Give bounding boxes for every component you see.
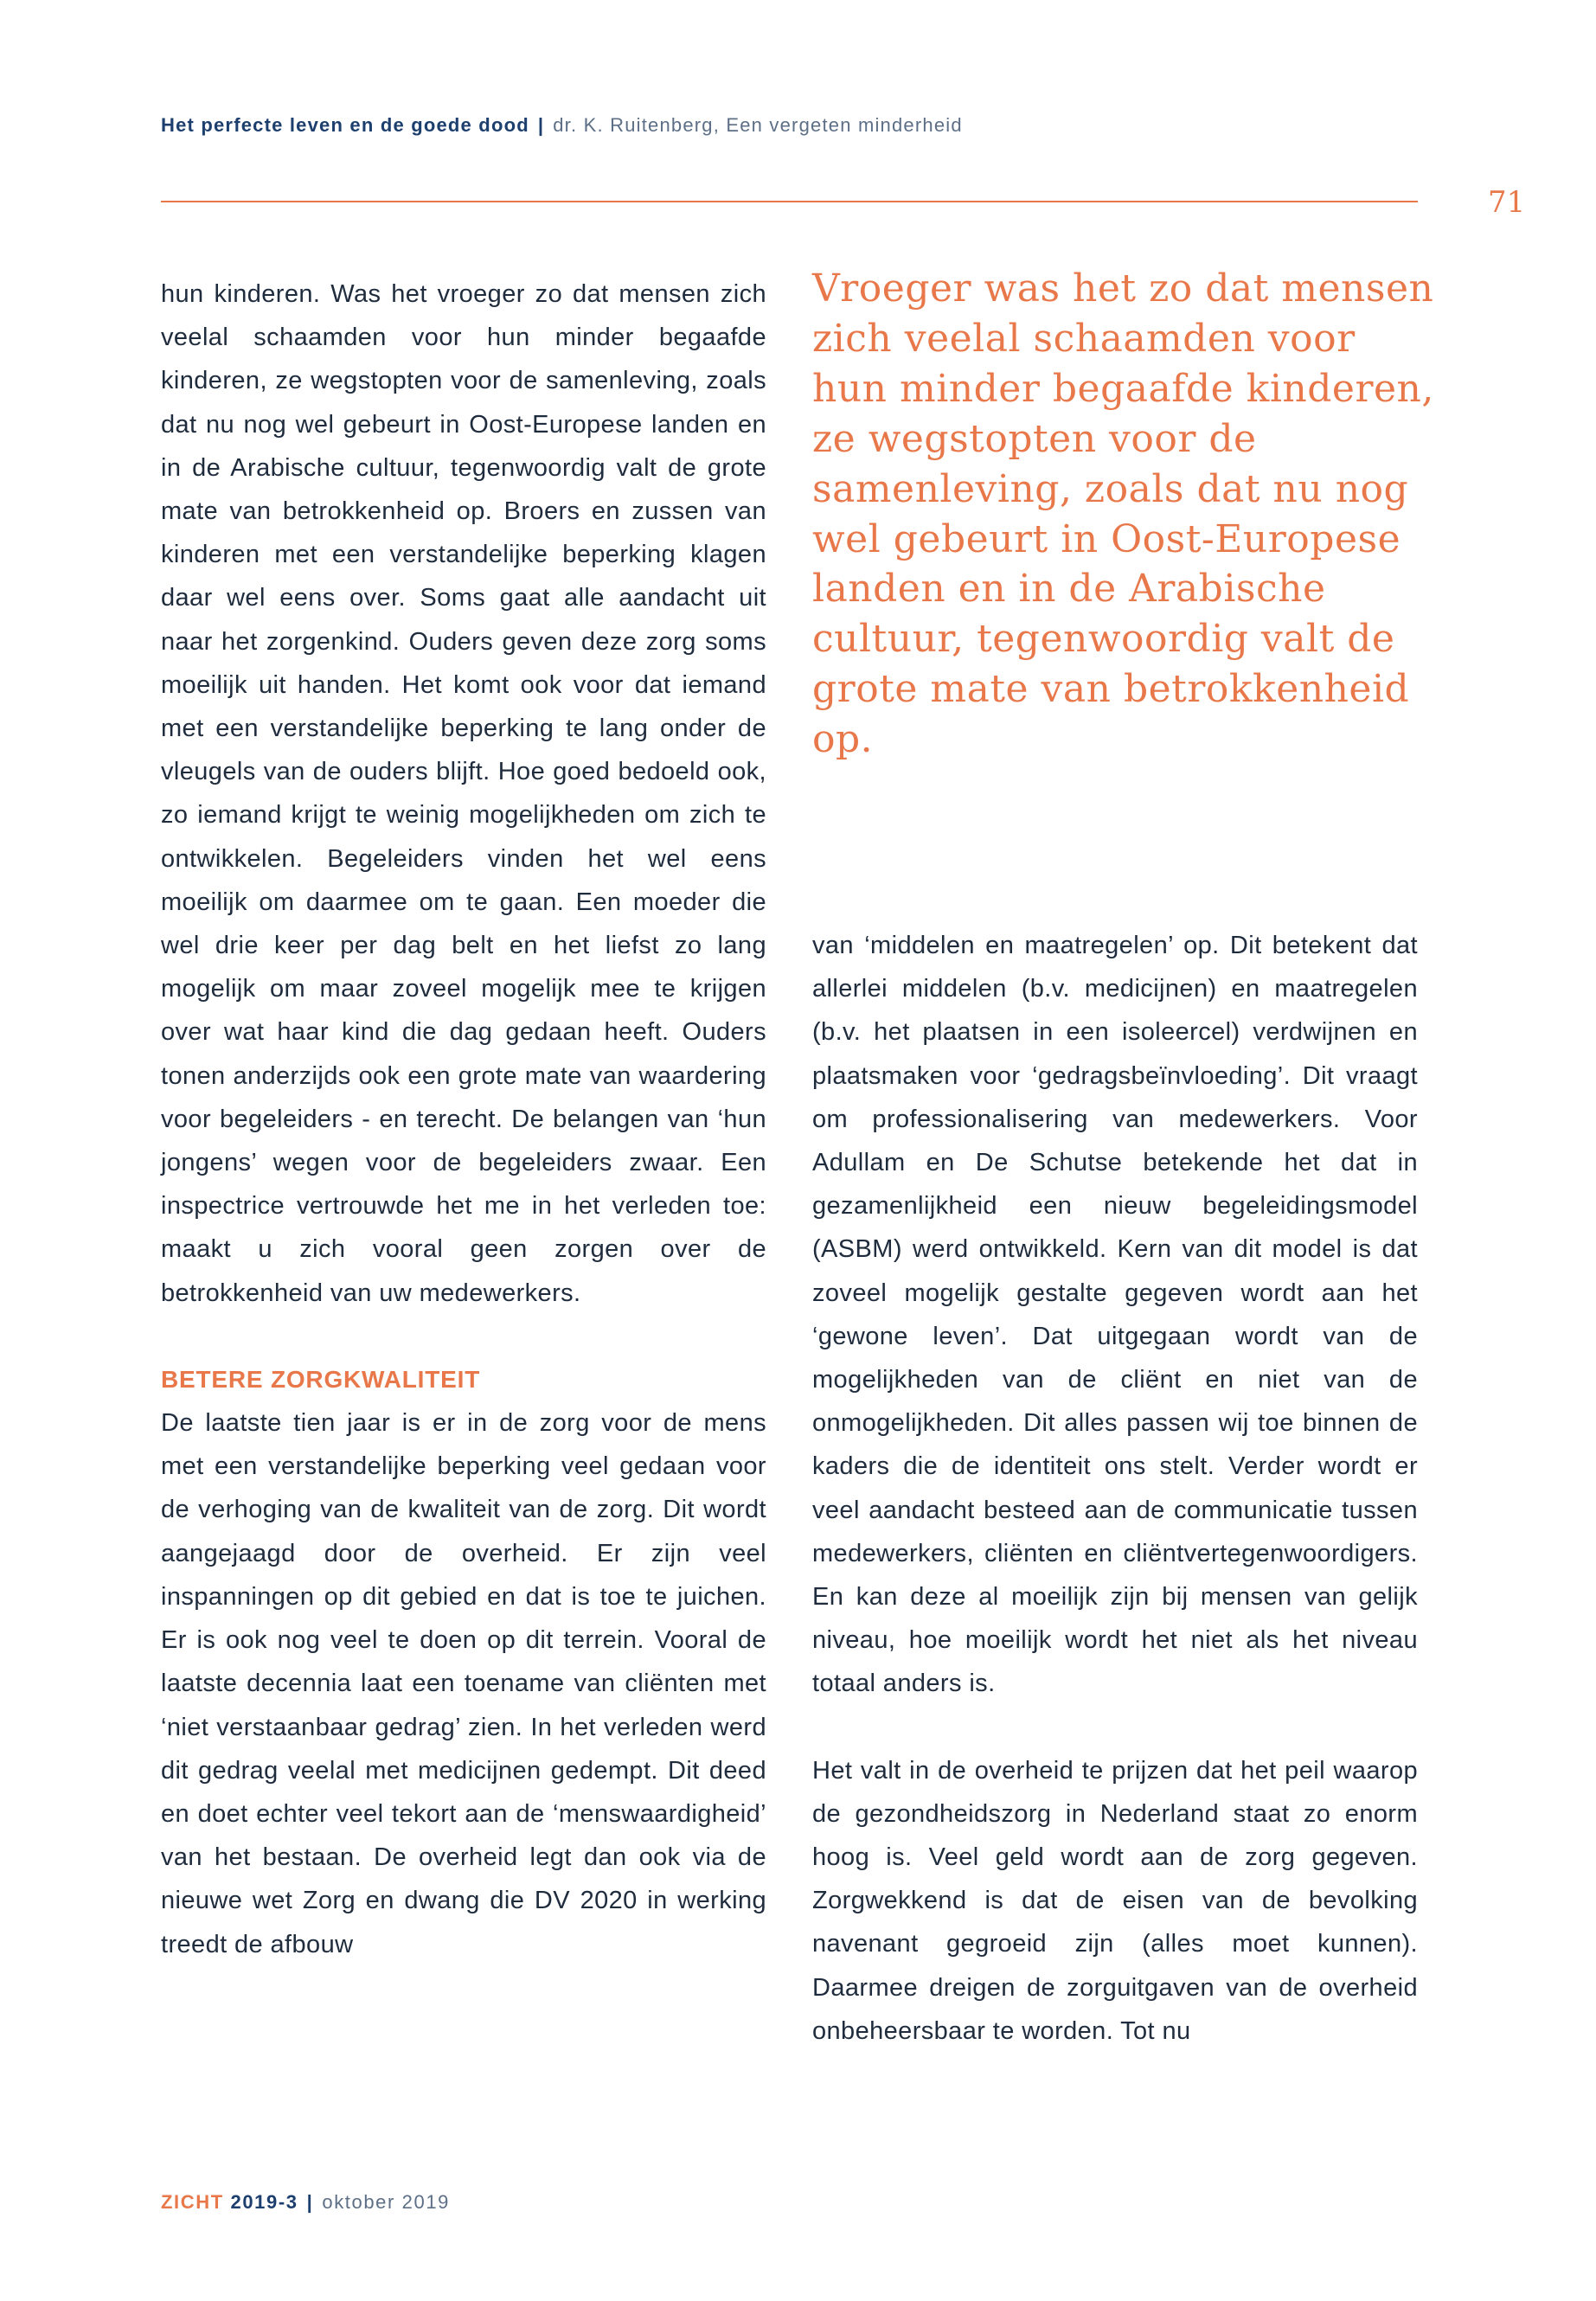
footer-magazine: ZICHT xyxy=(161,2191,224,2213)
header-rule xyxy=(161,201,1418,202)
right-paragraph-2: Het valt in de overheid te prijzen dat het peil waarop de gezondheidszorg in Nederland staat zo enorm hoog is. Veel geld wordt aan de zorg gegeven. Zorgwekkend is dat de eisen van de bevolking navenant gegroeid zijn (alles moet kunnen). Daarmee dreigen de zorguitgaven van de overheid onbeheersbaar te worden. Tot nu xyxy=(812,1756,1418,2045)
pull-quote xyxy=(812,264,1435,765)
section-subheading: BETERE ZORGKWALITEIT xyxy=(161,1365,481,1393)
paragraph-gap xyxy=(161,1315,766,1358)
running-header-title: Het perfecte leven en de goede dood xyxy=(161,114,529,136)
left-paragraph-2: De laatste tien jaar is er in de zorg voor de mens met een verstandelijke beperking veel gedaan voor de verhoging van de kwaliteit van de zorg. Dit wordt aangejaagd door de overheid. Er zijn veel inspanningen op dit gebied en dat is toe te juichen. Er is ook nog veel te doen op dit terrein. Vooral de laatste decennia laat een toename van cliënten met ‘niet verstaanbaar gedrag’ zien. In het verleden werd dit gedrag veelal met medicijnen gedempt. Dit deed en doet echter veel tekort aan de ‘menswaardigheid’ van het bestaan. De overheid legt dan ook via de nieuwe wet Zorg en dwang die DV 2020 in werking treedt de afbouw xyxy=(161,1409,766,1958)
running-header xyxy=(161,114,963,137)
right-column xyxy=(812,924,1418,2053)
footer-date: oktober 2019 xyxy=(322,2191,450,2213)
pull-quote-text: Vroeger was het zo dat mensen zich veelal schaamden voor hun minder begaafde kinderen, ze wegstopten voor de samenleving, zoals dat nu nog wel gebeurt in Oost-Europese landen en in de Arabische cultuur, tegenwoordig valt de grote mate van betrokkenheid op. xyxy=(812,266,1434,762)
left-paragraph-1: hun kinderen. Was het vroeger zo dat mensen zich veelal schaamden voor hun minder begaafde kinderen, ze wegstopten voor de samenleving, zoals dat nu nog wel gebeurt in Oost-Europese landen en in de Arabische cultuur, tegenwoordig valt de grote mate van betrokkenheid op. Broers en zussen van kinderen met een verstandelijke beperking klagen daar wel eens over. Soms gaat alle aandacht uit naar het zorgenkind. Ouders geven deze zorg soms moeilijk uit handen. Het komt ook voor dat iemand met een verstandelijke beperking te lang onder de vleugels van de ouders blijft. Hoe goed bedoeld ook, zo iemand krijgt te weinig mogelijkheden om zich te ontwikkelen. Begeleiders vinden het wel eens moeilijk om daarmee om te gaan. Een moeder die wel drie keer per dag belt en het liefst zo lang mogelijk om maar zoveel mogelijk mee te krijgen over wat haar kind die dag gedaan heeft. Ouders tonen anderzijds ook een grote mate van waardering voor begeleiders - en terecht. De belangen van ‘hun jongens’ wegen voor de begeleiders zwaar. Een inspectrice vertrouwde het me in het verleden toe: maakt u zich vooral geen zorgen over de betrokkenheid van uw medewerkers. xyxy=(161,280,766,1307)
running-header-author: dr. K. Ruitenberg, Een vergeten minderheid xyxy=(553,114,963,136)
paragraph-gap xyxy=(812,1706,1418,1749)
page-number: 71 xyxy=(1488,185,1526,220)
right-paragraph-1: van ‘middelen en maatregelen’ op. Dit betekent dat allerlei middelen (b.v. medicijnen) en maatregelen (b.v. het plaatsen in een isoleercel) verdwijnen en plaatsmaken voor ‘gedragsbeïnvloeding’. Dit vraagt om professionalisering van medewerkers. Voor Adullam en De Schutse betekende het dat in gezamenlijkheid een nieuw begeleidingsmodel (ASBM) werd ontwikkeld. Kern van dit model is dat zoveel mogelijk gestalte gegeven wordt aan het ‘gewone leven’. Dat uitgegaan wordt van de mogelijkheden van de cliënt en niet van de onmogelijkheden. Dit alles passen wij toe binnen de kaders die de identiteit ons stelt. Verder wordt er veel aandacht besteed aan de communicatie tussen medewerkers, cliënten en cliëntvertegenwoordigers. En kan deze al moeilijk zijn bij mensen van gelijk niveau, hoe moeilijk wordt het niet als het niveau totaal anders is. xyxy=(812,932,1418,1698)
page-footer xyxy=(161,2191,450,2214)
footer-separator: | xyxy=(306,2191,314,2213)
footer-issue: 2019-3 xyxy=(230,2191,298,2213)
left-column xyxy=(161,272,766,1966)
running-header-separator: | xyxy=(537,114,545,136)
